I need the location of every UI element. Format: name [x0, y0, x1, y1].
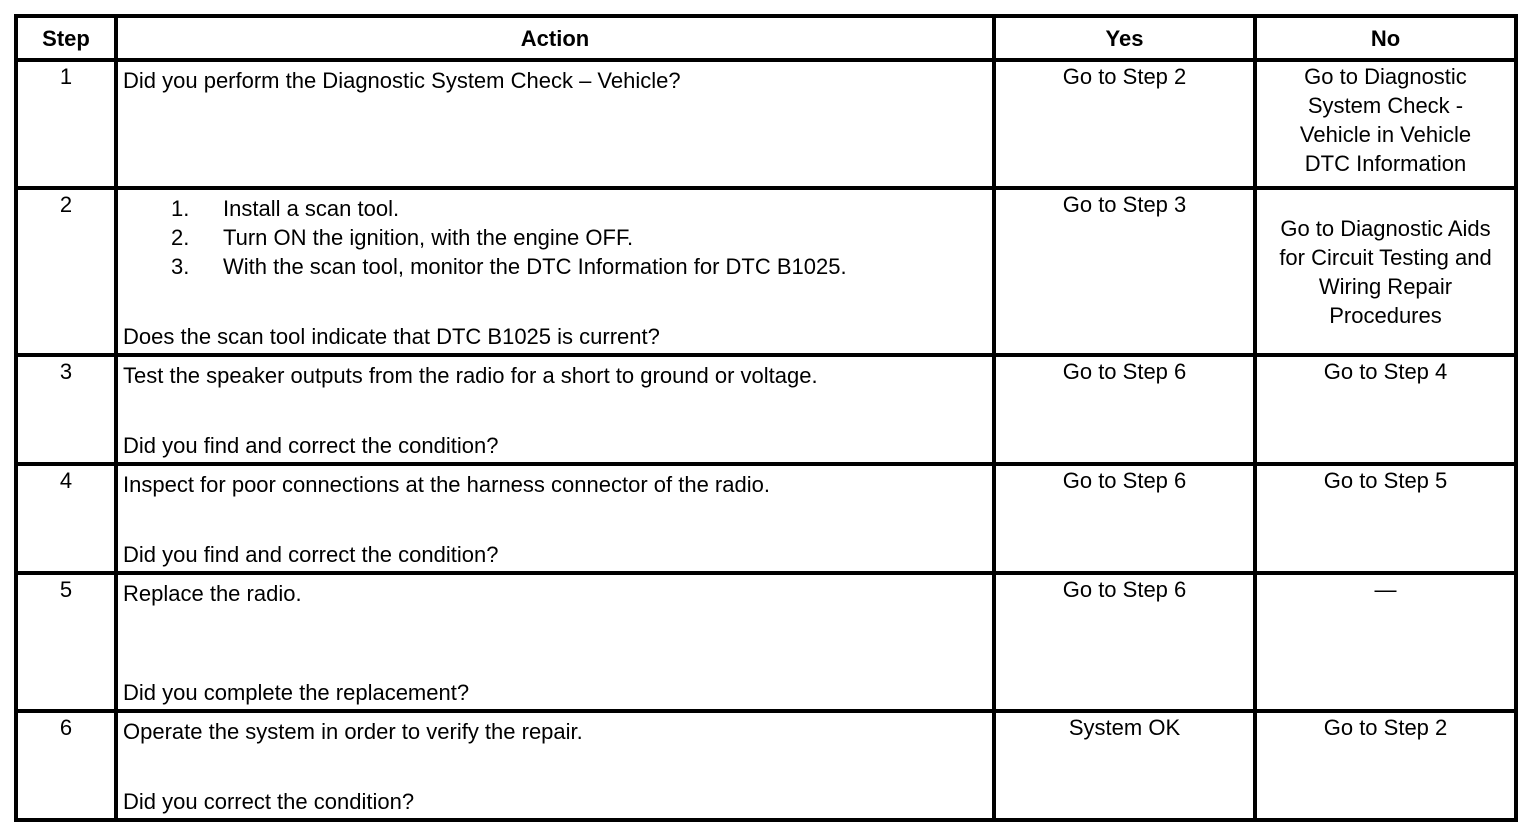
list-text: With the scan tool, monitor the DTC Information for DTC B1025.	[223, 254, 847, 279]
step-number: 4	[16, 464, 116, 573]
list-text: Install a scan tool.	[223, 196, 400, 221]
no-line: Vehicle in Vehicle	[1299, 122, 1472, 147]
no-result	[1255, 188, 1516, 355]
list-number: 3.	[171, 254, 190, 279]
no-line: Go to Diagnostic Aids	[1280, 215, 1491, 241]
no-line: Procedures	[1329, 302, 1442, 328]
action-text: Replace the radio.	[123, 581, 302, 606]
action-question: Did you correct the condition?	[123, 789, 415, 814]
table-row	[16, 60, 1516, 188]
yes-result: Go to Step 6	[994, 573, 1255, 711]
header-action: Action	[116, 16, 994, 60]
no-result	[1255, 60, 1516, 188]
step-number: 3	[16, 355, 116, 464]
step-number: 6	[16, 711, 116, 820]
action-question: Did you find and correct the condition?	[123, 542, 499, 567]
action-text: Did you perform the Diagnostic System Check – Vehicle?	[123, 68, 681, 93]
action-question: Does the scan tool indicate that DTC B1025 is current?	[123, 324, 660, 349]
no-result: Go to Step 4	[1255, 355, 1516, 464]
list-number: 2.	[171, 225, 190, 250]
header-row	[16, 16, 1516, 60]
table-row	[16, 573, 1516, 711]
no-result: Go to Step 2	[1255, 711, 1516, 820]
action-cell	[116, 60, 994, 188]
action-question: Did you find and correct the condition?	[123, 433, 499, 458]
yes-result: Go to Step 3	[994, 188, 1255, 355]
action-list	[123, 194, 988, 281]
yes-result: Go to Step 6	[994, 355, 1255, 464]
no-line: Go to Diagnostic	[1304, 64, 1467, 89]
action-text: Operate the system in order to verify the repair.	[123, 719, 583, 744]
list-number: 1.	[171, 196, 190, 221]
action-cell	[116, 464, 994, 573]
step-number: 2	[16, 188, 116, 355]
action-cell	[116, 711, 994, 820]
action-cell	[116, 355, 994, 464]
header-yes: Yes	[994, 16, 1255, 60]
no-result: Go to Step 5	[1255, 464, 1516, 573]
no-line: for Circuit Testing and	[1279, 244, 1492, 270]
no-line: DTC Information	[1304, 151, 1467, 176]
no-line: Wiring Repair	[1318, 273, 1453, 299]
yes-result: Go to Step 2	[994, 60, 1255, 188]
step-number: 1	[16, 60, 116, 188]
action-question: Did you complete the replacement?	[123, 680, 470, 705]
list-text: Turn ON the ignition, with the engine OFF.	[223, 225, 634, 250]
no-line: System Check -	[1307, 93, 1464, 118]
header-step: Step	[16, 16, 116, 60]
step-number: 5	[16, 573, 116, 711]
action-text: Test the speaker outputs from the radio for a short to ground or voltage.	[123, 363, 818, 388]
list-item	[171, 194, 988, 223]
action-text: Inspect for poor connections at the harness connector of the radio.	[123, 472, 770, 497]
yes-result: Go to Step 6	[994, 464, 1255, 573]
table-row	[16, 188, 1516, 355]
action-cell	[116, 188, 994, 355]
table-row	[16, 355, 1516, 464]
no-result: —	[1255, 573, 1516, 711]
table-row	[16, 711, 1516, 820]
diagnostic-table	[14, 14, 1518, 822]
list-item	[171, 223, 988, 252]
table-row	[16, 464, 1516, 573]
yes-result: System OK	[994, 711, 1255, 820]
action-cell	[116, 573, 994, 711]
header-no: No	[1255, 16, 1516, 60]
list-item	[171, 252, 988, 281]
